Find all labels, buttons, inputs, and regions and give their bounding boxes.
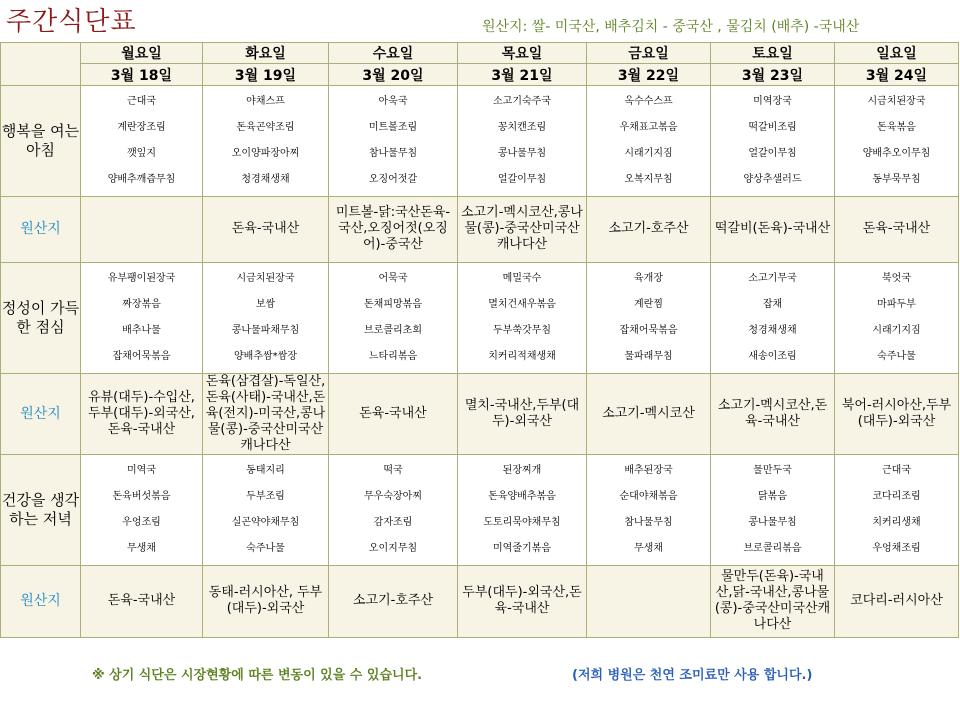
dish-item: 브로콜리초회 <box>364 324 422 336</box>
origin-cell: 돈육-국내산 <box>203 196 329 262</box>
meal-cell <box>835 86 959 197</box>
dish-item: 소고기무국 <box>748 272 797 284</box>
dish-item: 배추된장국 <box>624 464 673 476</box>
origin-cell: 미트볼-닭:국산돈육-국산,오징어젓(오징어)-중국산 <box>329 196 458 262</box>
meal-cell <box>329 263 458 374</box>
origin-cell: 소고기-멕시코산,돈육-국내산 <box>711 373 835 454</box>
dish-item: 시금치된장국 <box>867 95 926 107</box>
dish-item: 근대국 <box>882 464 911 476</box>
day-header: 토요일 <box>711 43 835 64</box>
day-header: 화요일 <box>203 43 329 64</box>
dish-item: 무생채 <box>127 542 156 554</box>
date-header: 3월 21일 <box>458 64 587 86</box>
meal-cell <box>458 263 587 374</box>
day-header: 금요일 <box>587 43 711 64</box>
meal-row <box>1 455 959 566</box>
dish-item: 잡채어묵볶음 <box>619 324 678 336</box>
dish-item: 돈육양배추볶음 <box>488 490 556 502</box>
dish-item: 콩나물무침 <box>748 516 797 528</box>
dish-item: 메밀국수 <box>502 272 542 284</box>
dish-item: 코다리조림 <box>872 490 921 502</box>
dish-item: 얼갈이무침 <box>748 147 797 159</box>
dish-item: 느타리볶음 <box>368 350 418 362</box>
dish-item: 치커리적채생채 <box>488 350 556 362</box>
dish-item: 육개장 <box>634 272 663 284</box>
dish-item: 감자조림 <box>373 516 413 528</box>
dish-item: 짜장볶음 <box>122 298 161 310</box>
price-change-notice: ※ 상기 식단은 시장현황에 따른 변동이 있을 수 있습니다. <box>92 668 423 683</box>
meal-cell <box>81 455 203 566</box>
header-corner <box>1 43 81 86</box>
dish-item: 미트볼조림 <box>368 121 418 133</box>
dish-item: 멸치건새우볶음 <box>488 298 556 310</box>
dish-item: 돈채피망볶음 <box>364 298 422 310</box>
dish-item: 우엉채조림 <box>872 542 921 554</box>
dish-item: 양상추샐러드 <box>743 173 802 185</box>
meal-row <box>1 86 959 197</box>
dish-item: 도토리묵야채무침 <box>483 516 561 528</box>
menu-table <box>0 42 959 638</box>
dish-item: 치커리생채 <box>872 516 921 528</box>
dish-item: 떡국 <box>383 464 403 476</box>
dish-item: 무생채 <box>634 542 663 554</box>
dish-item: 무우숙장아찌 <box>364 490 422 502</box>
dish-item: 양배추깨즙무침 <box>107 173 176 185</box>
date-header: 3월 18일 <box>81 64 203 86</box>
dish-item: 참나물무침 <box>368 147 418 159</box>
dish-item: 돈육볶음 <box>877 121 916 133</box>
origin-note: 원산지: 쌀- 미국산, 배추김치 - 중국산 , 물김치 (배추) -국내산 <box>482 19 860 35</box>
dish-item: 깻잎지 <box>127 147 156 159</box>
dish-item: 동태지리 <box>246 464 285 476</box>
dish-item: 잡채어묵볶음 <box>112 350 171 362</box>
dish-item: 소고기숙주국 <box>493 95 551 107</box>
dish-item: 오복지무침 <box>624 173 673 185</box>
dish-item: 오이양파장아찌 <box>231 147 300 159</box>
page-title: 주간식단표 <box>6 7 137 37</box>
dish-item: 콩나물무침 <box>497 147 547 159</box>
origin-cell: 돈육-국내산 <box>329 373 458 454</box>
origin-row <box>1 565 959 637</box>
dish-item: 계란찜 <box>634 298 663 310</box>
day-header: 수요일 <box>329 43 458 64</box>
dish-item: 실곤약야채무침 <box>231 516 300 528</box>
dish-item: 옥수수스프 <box>624 95 673 107</box>
origin-cell: 유뷰(대두)-수입산,두부(대두)-외국산,돈육-국내산 <box>81 373 203 454</box>
meal-row <box>1 263 959 374</box>
origin-cell: 북어-러시아산,두부(대두)-외국산 <box>835 373 959 454</box>
dish-item: 배추나물 <box>122 324 161 336</box>
dish-item: 우엉조림 <box>122 516 161 528</box>
dish-item: 계란장조림 <box>117 121 166 133</box>
dish-item: 우채표고볶음 <box>619 121 678 133</box>
meal-cell <box>587 455 711 566</box>
dish-item: 돈육버섯볶음 <box>112 490 171 502</box>
day-header: 목요일 <box>458 43 587 64</box>
date-header: 3월 20일 <box>329 64 458 86</box>
dish-item: 콩나물파채무침 <box>231 324 300 336</box>
date-header-row <box>1 64 959 86</box>
dish-item: 꽁치캔조림 <box>497 121 547 133</box>
origin-cell: 소고기-호주산 <box>329 565 458 637</box>
origin-label: 원산지 <box>1 373 81 454</box>
dish-item: 순대야채볶음 <box>619 490 678 502</box>
dish-item: 유부팽이된장국 <box>107 272 176 284</box>
dish-item: 미역국 <box>127 464 156 476</box>
meal-cell <box>329 455 458 566</box>
dish-item: 돈육곤약조림 <box>236 121 295 133</box>
dish-item: 잡채 <box>762 298 783 310</box>
dish-item: 물파래무침 <box>624 350 673 362</box>
meal-cell <box>835 263 959 374</box>
meal-cell <box>587 86 711 197</box>
origin-cell: 돈육-국내산 <box>81 565 203 637</box>
origin-cell: 소고기-호주산 <box>587 196 711 262</box>
origin-cell: 떡갈비(돈육)-국내산 <box>711 196 835 262</box>
date-header: 3월 19일 <box>203 64 329 86</box>
dish-item: 시금치된장국 <box>236 272 295 284</box>
dish-item: 두부조림 <box>246 490 285 502</box>
origin-cell: 물만두(돈육)-국내산,닭-국내산,콩나물(콩)-중국산미국산캐나다산 <box>711 565 835 637</box>
dish-item: 양배추쌈*쌈장 <box>234 350 297 362</box>
origin-label: 원산지 <box>1 196 81 262</box>
dish-item: 두부쑥갓무침 <box>493 324 551 336</box>
origin-cell: 소고기-멕시코산,콩나물(콩)-중국산미국산캐나다산 <box>458 196 587 262</box>
dish-item: 청경채생채 <box>241 173 290 185</box>
dish-item: 야채스프 <box>246 95 285 107</box>
dish-item: 참나물무침 <box>624 516 673 528</box>
dish-item: 얼갈이무침 <box>497 173 547 185</box>
origin-cell: 멸치-국내산,두부(대두)-외국산 <box>458 373 587 454</box>
day-header: 월요일 <box>81 43 203 64</box>
dish-item: 마파두부 <box>877 298 916 310</box>
meal-cell <box>587 263 711 374</box>
dish-item: 브로콜리볶음 <box>743 542 802 554</box>
origin-cell: 코다리-러시아산 <box>835 565 959 637</box>
dish-item: 아욱국 <box>378 95 408 107</box>
dish-item: 근대국 <box>127 95 156 107</box>
meal-cell <box>329 86 458 197</box>
origin-cell: 돈육(삼겹살)-독일산,돈육(사태)-국내산,돈육(전지)-미국산,콩나물(콩)-중국산미국산캐나다산 <box>203 373 329 454</box>
meal-cell <box>458 455 587 566</box>
origin-label: 원산지 <box>1 565 81 637</box>
origin-cell: 돈육-국내산 <box>835 196 959 262</box>
dish-item: 양배추오이무침 <box>862 147 931 159</box>
dish-item: 미역장국 <box>753 95 792 107</box>
dish-item: 숙주나물 <box>877 350 916 362</box>
meal-cell <box>203 455 329 566</box>
meal-cell <box>203 86 329 197</box>
dish-item: 시래기지짐 <box>624 147 673 159</box>
origin-row <box>1 196 959 262</box>
dish-item: 된장찌개 <box>502 464 542 476</box>
dish-item: 떡갈비조림 <box>748 121 797 133</box>
origin-cell: 두부(대두)-외국산,돈육-국내산 <box>458 565 587 637</box>
meal-cell <box>81 86 203 197</box>
meal-cell <box>81 263 203 374</box>
meal-cell <box>835 455 959 566</box>
meal-label: 건강을 생각하는 저녁 <box>1 455 81 566</box>
day-header-row <box>1 43 959 64</box>
dish-item: 보쌈 <box>255 298 276 310</box>
dish-item: 북엇국 <box>882 272 911 284</box>
origin-cell <box>587 565 711 637</box>
dish-item: 어묵국 <box>378 272 408 284</box>
dish-item: 동부묵무침 <box>872 173 921 185</box>
day-header: 일요일 <box>835 43 959 64</box>
origin-cell <box>81 196 203 262</box>
dish-item: 숙주나물 <box>246 542 285 554</box>
dish-item: 오이지무침 <box>368 542 418 554</box>
origin-cell: 소고기-멕시코산 <box>587 373 711 454</box>
dish-item: 새송이조림 <box>748 350 797 362</box>
dish-item: 미역줄기볶음 <box>493 542 551 554</box>
meal-label: 행복을 여는 아침 <box>1 86 81 197</box>
dish-item: 물만두국 <box>753 464 792 476</box>
origin-row <box>1 373 959 454</box>
dish-item: 닭볶음 <box>758 490 787 502</box>
dish-item: 오징어젓갈 <box>368 173 418 185</box>
dish-item: 시래기지짐 <box>872 324 921 336</box>
date-header: 3월 23일 <box>711 64 835 86</box>
date-header: 3월 24일 <box>835 64 959 86</box>
meal-label: 정성이 가득한 점심 <box>1 263 81 374</box>
natural-seasoning-notice: (저희 병원은 천연 조미료만 사용 합니다.) <box>572 668 813 683</box>
date-header: 3월 22일 <box>587 64 711 86</box>
meal-cell <box>458 86 587 197</box>
meal-cell <box>711 86 835 197</box>
meal-cell <box>711 455 835 566</box>
meal-cell <box>203 263 329 374</box>
meal-cell <box>711 263 835 374</box>
dish-item: 청경채생채 <box>748 324 797 336</box>
origin-cell: 동태-러시아산, 두부(대두)-외국산 <box>203 565 329 637</box>
